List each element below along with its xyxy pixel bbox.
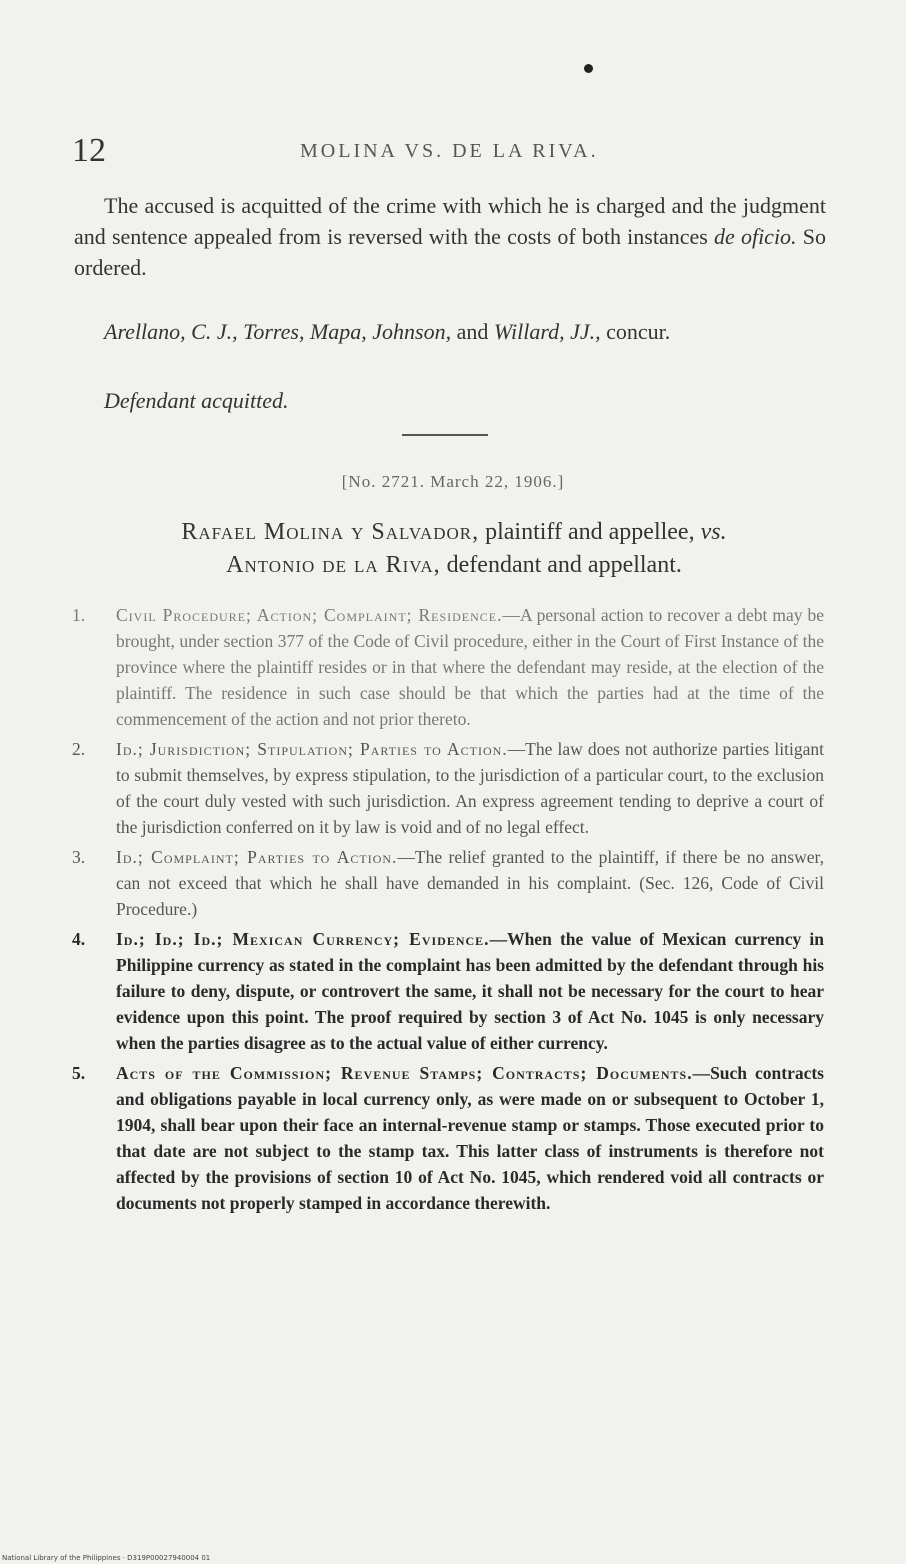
syllabus-heading: Id.; Id.; Id.; Mexican Currency; Evidence. <box>116 929 490 949</box>
opening-text: The accused is acquitted of the crime with which he is charged and the judgment and sentence appealed from is reversed with the costs of both instances <box>74 193 826 249</box>
syllabus-heading: Acts of the Commission; Revenue Stamps; Contracts; Documents. <box>116 1063 693 1083</box>
syllabus-number: 2. <box>72 739 86 759</box>
concurrence-concur: concur. <box>600 319 671 344</box>
syllabus-heading: Id.; Complaint; Parties to Action. <box>116 847 398 867</box>
case-parties <box>74 516 834 582</box>
syllabus-heading: Civil Procedure; Action; Complaint; Residence. <box>116 605 503 625</box>
plaintiff-role: plaintiff and appellee, <box>479 519 701 545</box>
syllabus-text: —When the value of Mexican currency in Philippine currency as stated in the complaint has been admitted by the defendant through his failure to deny, dispute, or controvert the same, it shall not be necessary for the court to hear evidence upon this point. The proof required by section 3 of Act No. 1045 is only necessary when the parties disagree as to the actual value of either currency. <box>116 929 825 1053</box>
syllabus-text: —The relief granted to the plaintiff, if there be no answer, can not exceed that which he shall have demanded in his complaint. (Sec. 126, Code of Civil Procedure.) <box>116 847 824 919</box>
archive-footer: National Library of the Philippines · D319P00027940004 01 <box>2 1554 211 1562</box>
syllabus-text: —The law does not authorize parties litigant to submit themselves, by express stipulation, to the jurisdiction of a particular court, to the exclusion of the court duly vested with such jurisdiction. An express agreement tending to deprive a court of the jurisdiction conferred on it by law is void and of no legal effect. <box>116 739 824 837</box>
syllabus-item-2 <box>72 736 824 840</box>
syllabus-text: —A personal action to recover a debt may be brought, under section 377 of the Code of Civil procedure, either in the Court of First Instance of the province where the plaintiff resides or in that where the defendant may reside, at the election of the plaintiff. The residence in such case should be that which the parties had at the time of the commencement of the action and not prior thereto. <box>116 605 824 729</box>
defendant-role: defendant and appellant. <box>440 552 682 578</box>
concurrence-and: and <box>451 319 494 344</box>
syllabus-number: 5. <box>72 1063 86 1083</box>
concurring-judges: Arellano, C. J., Torres, Mapa, Johnson, <box>104 319 452 344</box>
concurrence-line <box>74 316 826 347</box>
running-title: MOLINA VS. DE LA RIVA. <box>300 140 599 162</box>
syllabus <box>72 602 824 1220</box>
syllabus-item-3 <box>72 844 824 922</box>
concurring-judge-willard: Willard, JJ., <box>493 319 601 344</box>
syllabus-item-1 <box>72 602 824 732</box>
defendant-name: Antonio de la Riva, <box>226 552 441 578</box>
plaintiff-name: Rafael Molina y Salvador, <box>181 519 480 545</box>
syllabus-number: 1. <box>72 605 86 625</box>
opening-order: So ordered. <box>74 224 826 280</box>
ink-dot <box>584 64 593 73</box>
section-divider <box>402 434 488 436</box>
syllabus-item-4 <box>72 926 824 1056</box>
syllabus-number: 4. <box>72 929 86 949</box>
syllabus-item-5 <box>72 1060 824 1216</box>
syllabus-number: 3. <box>72 847 86 867</box>
syllabus-text: —Such contracts and obligations payable in local currency only, as were made on or subsequent to October 1, 1904, shall bear upon their face an internal-revenue stamp or stamps. Those executed prior to that date are not subject to the stamp tax. This latter class of instruments is therefore not affected by the provisions of section 10 of Act No. 1045, which rendered void all contracts or documents not properly stamped in accordance therewith. <box>116 1063 824 1213</box>
versus: vs. <box>700 519 727 545</box>
case-number: [No. 2721. March 22, 1906.] <box>341 472 565 491</box>
page-number: 12 <box>72 132 106 169</box>
syllabus-heading: Id.; Jurisdiction; Stipulation; Parties to Action. <box>116 739 508 759</box>
opening-latin: de oficio. <box>714 224 797 249</box>
disposition: Defendant acquitted. <box>104 388 289 413</box>
opening-paragraph <box>74 190 826 283</box>
